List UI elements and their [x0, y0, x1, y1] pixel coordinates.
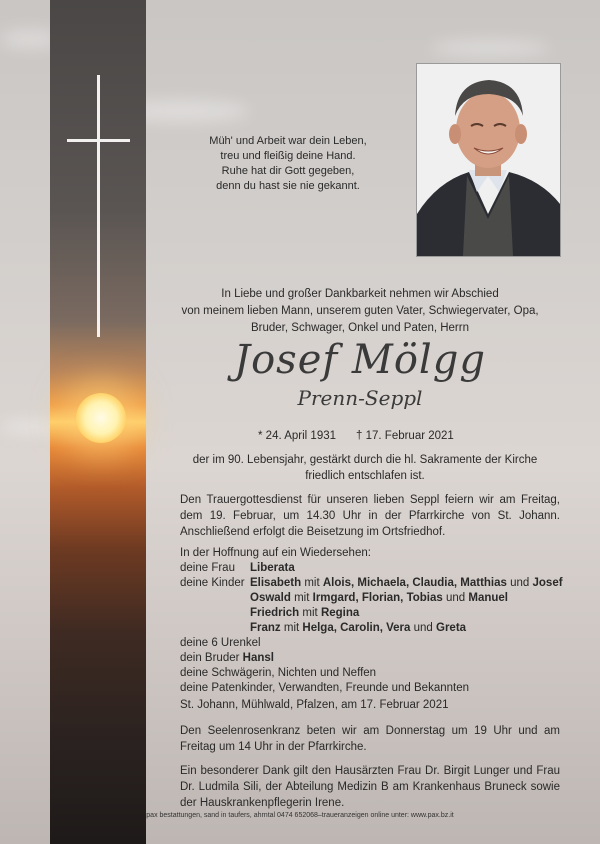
- passed-statement: [170, 452, 560, 484]
- passed-line: der im 90. Lebensjahr, gestärkt durch die hl. Sakramente der Kirche: [192, 454, 538, 466]
- family-names: Helga, Carolin, Vera: [302, 622, 411, 634]
- thanks-text: Ein besonderer Dank gilt den Hausärzten Frau Dr. Birgit Lunger und Frau Dr. Ludmila Sili, der Abteilung Medizin B am Krankenhaus Bruneck sowie der Hauskrankenpflegerin Irene.: [180, 765, 560, 809]
- cross-icon: [97, 75, 100, 337]
- connector: mit: [290, 592, 313, 604]
- child-row: [180, 606, 565, 621]
- poem-line: Ruhe hat dir Gott gegeben,: [221, 165, 355, 177]
- others-line: deine Patenkinder, Verwandten, Freunde und Bekannten: [180, 682, 469, 694]
- brother-line: [180, 651, 565, 666]
- brother-label: dein Bruder: [180, 652, 243, 664]
- rosary-text: Den Seelenrosenkranz beten wir am Donnerstag um 19 Uhr und am Freitag um 14 Uhr in der Pfarrkirche.: [180, 725, 560, 753]
- child-name: Franz: [250, 622, 281, 634]
- connector: und: [506, 577, 533, 589]
- passed-line: friedlich entschlafen ist.: [305, 470, 425, 482]
- place-date: St. Johann, Mühlwald, Pfalzen, am 17. Februar 2021: [180, 699, 449, 711]
- child-name: Friedrich: [250, 607, 300, 619]
- deceased-nickname: Prenn-Seppl: [297, 386, 423, 410]
- funeral-service-text: Den Trauergottesdienst für unseren lieben Seppl feiern wir am Freitag, dem 19. Februar, um 14.30 Uhr in der Pfarrkirche von St. Johann. Anschließend erfolgt die Beisetzung im Ortsfriedhof.: [180, 494, 560, 538]
- wife-label: deine Frau: [180, 562, 235, 574]
- family-names: Irmgard, Florian, Tobias: [312, 592, 443, 604]
- birth-date: * 24. April 1931: [258, 430, 337, 442]
- portrait-photo: [416, 63, 561, 257]
- family-names: Greta: [436, 622, 467, 634]
- intro-line: Bruder, Schwager, Onkel und Paten, Herrn: [251, 322, 469, 334]
- connector: mit: [301, 577, 323, 589]
- poem-line: Müh' und Arbeit war dein Leben,: [209, 135, 367, 147]
- connector: mit: [299, 607, 321, 619]
- intro-line: In Liebe und großer Dankbarkeit nehmen wir Abschied: [221, 288, 499, 300]
- hope-line: In der Hoffnung auf ein Wiedersehen:: [180, 547, 371, 559]
- footer-imprint: pax bestattungen, sand in taufers, ahrntal 0474 652068–traueranzeigen online unter: www.pax.bz.it: [146, 812, 454, 819]
- family-names: Josef: [532, 577, 563, 589]
- family-names: Regina: [320, 607, 360, 619]
- deceased-name: Josef Mölgg: [234, 337, 486, 383]
- life-dates: [258, 430, 454, 442]
- family-names: Alois, Michaela, Claudia, Matthias: [322, 577, 507, 589]
- children-label: deine Kinder: [180, 577, 245, 589]
- mourners-list: [180, 546, 565, 696]
- cloud: [430, 40, 550, 56]
- child-row: [180, 621, 565, 636]
- portrait-illustration: [417, 64, 560, 256]
- death-date: † 17. Februar 2021: [356, 430, 454, 442]
- cross-bar: [67, 139, 130, 142]
- farewell-intro: [160, 286, 560, 337]
- poem: [188, 134, 388, 194]
- connector: und: [410, 622, 436, 634]
- brother-name: Hansl: [242, 652, 274, 664]
- wife-name: Liberata: [250, 562, 295, 574]
- connector: und: [442, 592, 469, 604]
- connector: mit: [280, 622, 303, 634]
- child-name: Elisabeth: [250, 577, 302, 589]
- poem-line: treu und fleißig deine Hand.: [220, 150, 356, 162]
- sun: [76, 393, 126, 443]
- child-row: [180, 591, 565, 606]
- intro-line: von meinem lieben Mann, unserem guten Vater, Schwiegervater, Opa,: [181, 305, 539, 317]
- wife-row: [180, 561, 565, 576]
- child-name: Oswald: [250, 592, 291, 604]
- poem-line: denn du hast sie nie gekannt.: [216, 180, 360, 192]
- family-names: Manuel: [468, 592, 508, 604]
- sisters-in-law-line: deine Schwägerin, Nichten und Neffen: [180, 667, 377, 679]
- great-grandchildren-line: deine 6 Urenkel: [180, 637, 261, 649]
- children-row: [180, 576, 565, 591]
